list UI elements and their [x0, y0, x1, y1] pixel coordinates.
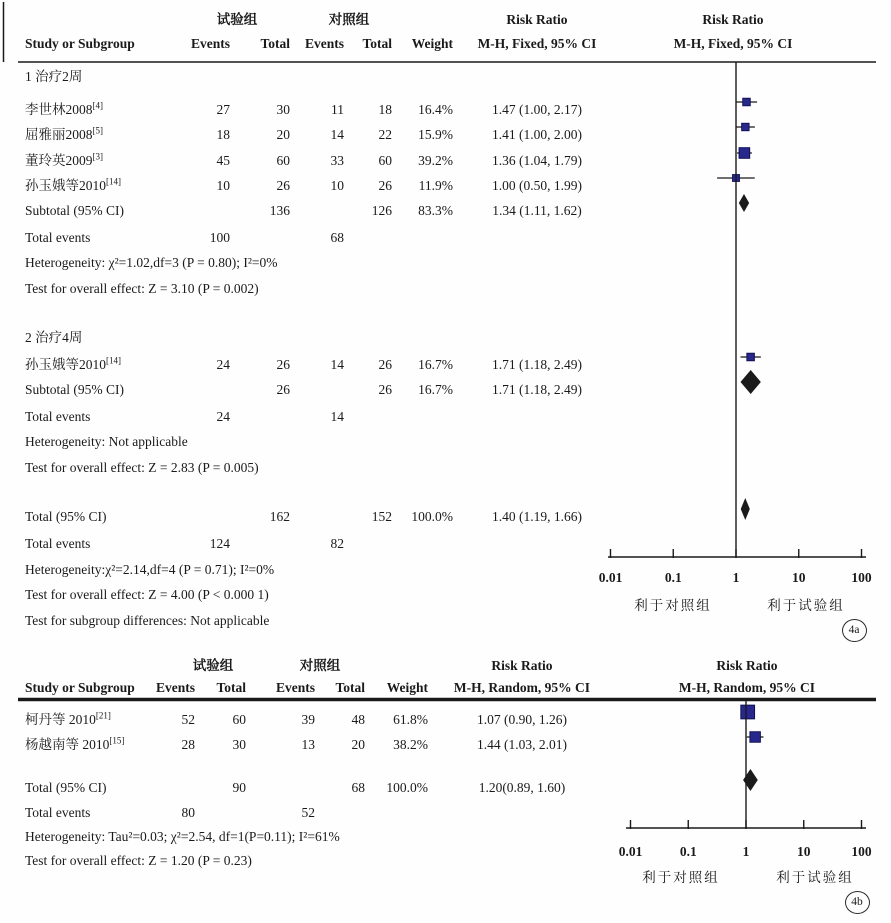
subtotal-label: Subtotal (95% CI) [25, 203, 124, 218]
total-ctl-cell: 22 [378, 127, 392, 142]
plot-effect-model-header: M-H, Fixed, 95% CI [673, 36, 793, 51]
axis-tick-label: 10 [792, 570, 806, 585]
total-events-label: Total events [25, 230, 91, 245]
weight-cell: 16.7% [418, 357, 453, 372]
total-events-exp-cell: 100 [209, 230, 230, 245]
total-events-label: Total events [25, 805, 91, 820]
events-exp-cell: 24 [216, 357, 230, 372]
pooled-effect-diamond [739, 194, 749, 212]
study-reference-superscript: [5] [92, 125, 103, 136]
events-exp-cell: 28 [181, 737, 195, 752]
total-events-exp-cell: 24 [216, 409, 230, 424]
events-ctl-cell: 33 [330, 153, 344, 168]
total-exp-cell: 136 [269, 203, 290, 218]
total-exp-cell: 90 [232, 780, 246, 795]
effect-title: Risk Ratio [491, 658, 553, 673]
statistics-text: Heterogeneity: χ²=1.02,df=3 (P = 0.80); I²=0% [25, 255, 278, 270]
pooled-effect-diamond [741, 370, 761, 394]
axis-tick-label: 0.1 [664, 570, 682, 585]
weight-cell: 16.7% [418, 382, 453, 397]
risk-ratio-ci-cell: 1.44 (1.03, 2.01) [477, 737, 567, 752]
weight-cell: 16.4% [418, 102, 453, 117]
control-group-header: 对照组 [299, 658, 341, 673]
risk-ratio-ci-cell: 1.71 (1.18, 2.49) [492, 382, 582, 397]
effect-point-square [743, 98, 750, 105]
effect-point-square [741, 705, 755, 719]
total-exp-cell: 30 [232, 737, 246, 752]
effect-model-header: M-H, Fixed, 95% CI [477, 36, 597, 51]
study-name-text: 屈雅丽2008 [25, 127, 93, 142]
total-ctl-cell: 126 [371, 203, 392, 218]
total-events-ctl-cell: 82 [330, 536, 344, 551]
total-ctl-cell: 60 [378, 153, 392, 168]
events-exp-column-header: Events [190, 36, 230, 51]
total-events-label: Total events [25, 409, 91, 424]
events-exp-cell: 10 [216, 178, 230, 193]
axis-tick-label: 0.01 [618, 844, 643, 859]
events-ctl-cell: 13 [301, 737, 315, 752]
events-ctl-cell: 14 [330, 357, 344, 372]
effect-title: Risk Ratio [506, 12, 568, 27]
axis-tick-label: 1 [742, 844, 750, 859]
subgroup-label: 2 治疗4周 [25, 330, 83, 345]
total-ctl-column-header: Total [362, 36, 392, 51]
study-column-header: Study or Subgroup [25, 36, 135, 51]
total-events-label: Total events [25, 536, 91, 551]
plot-effect-title: Risk Ratio [716, 658, 778, 673]
total-exp-cell: 26 [276, 357, 290, 372]
effect-point-square [742, 123, 749, 130]
risk-ratio-ci-cell: 1.20(0.89, 1.60) [478, 780, 566, 795]
weight-cell: 100.0% [411, 509, 453, 524]
statistics-text: Test for overall effect: Z = 1.20 (P = 0.23) [25, 853, 252, 868]
favors-experimental-label: 利于试验组 [776, 870, 854, 885]
axis-tick-label: 10 [797, 844, 811, 859]
study-reference-superscript: [21] [95, 710, 111, 721]
study-reference-superscript: [14] [106, 355, 121, 366]
total-exp-cell: 20 [276, 127, 290, 142]
panel-number-badge: 4b [845, 891, 870, 914]
study-name-text: 孙玉娥等2010 [25, 357, 106, 372]
statistics-text: Test for overall effect: Z = 4.00 (P < 0.000 1) [25, 587, 269, 602]
pooled-effect-diamond [741, 498, 750, 520]
favors-control-label: 利于对照组 [634, 598, 712, 613]
total-ctl-cell: 26 [378, 382, 392, 397]
plot-effect-model-header: M-H, Random, 95% CI [678, 680, 816, 695]
total-label: Total (95% CI) [25, 780, 107, 795]
total-events-exp-cell: 80 [181, 805, 195, 820]
total-ctl-cell: 152 [371, 509, 392, 524]
experimental-group-header: 试验组 [216, 12, 258, 27]
panel-number-badge: 4a [842, 619, 867, 642]
total-ctl-column-header: Total [335, 680, 365, 695]
events-exp-cell: 27 [216, 102, 230, 117]
total-ctl-cell: 48 [351, 712, 365, 727]
statistics-text: Heterogeneity: Tau²=0.03; χ²=2.54, df=1(P=0.11); I²=61% [25, 829, 340, 844]
weight-cell: 11.9% [418, 178, 453, 193]
study-reference-superscript: [14] [106, 176, 121, 187]
events-ctl-column-header: Events [304, 36, 344, 51]
axis-tick-label: 100 [851, 570, 872, 585]
axis-tick-label: 100 [851, 844, 872, 859]
events-ctl-cell: 11 [331, 102, 344, 117]
total-exp-column-header: Total [260, 36, 290, 51]
risk-ratio-ci-cell: 1.07 (0.90, 1.26) [477, 712, 567, 727]
total-events-ctl-cell: 14 [330, 409, 344, 424]
total-events-ctl-cell: 68 [330, 230, 344, 245]
total-events-exp-cell: 124 [209, 536, 230, 551]
axis-tick-label: 1 [732, 570, 740, 585]
risk-ratio-ci-cell: 1.40 (1.19, 1.66) [492, 509, 582, 524]
weight-cell: 38.2% [393, 737, 428, 752]
axis-tick-label: 0.01 [598, 570, 623, 585]
statistics-text: Test for overall effect: Z = 3.10 (P = 0.002) [25, 281, 259, 296]
favors-control-label: 利于对照组 [642, 870, 720, 885]
total-exp-cell: 26 [276, 178, 290, 193]
favors-experimental-label: 利于试验组 [767, 598, 845, 613]
total-ctl-cell: 26 [378, 357, 392, 372]
total-exp-cell: 162 [269, 509, 290, 524]
study-reference-superscript: [4] [92, 100, 103, 111]
total-exp-cell: 30 [276, 102, 290, 117]
events-ctl-column-header: Events [275, 680, 315, 695]
study-name-text: 杨越南等 2010 [25, 737, 110, 752]
study-name-text: 董玲英2009 [25, 153, 93, 168]
study-name-text: 柯丹等 2010 [25, 712, 96, 727]
events-exp-column-header: Events [155, 680, 195, 695]
study-name-text: 李世林2008 [25, 102, 93, 117]
plot-effect-title: Risk Ratio [702, 12, 764, 27]
pooled-effect-diamond [743, 769, 758, 791]
events-exp-cell: 45 [216, 153, 230, 168]
total-events-ctl-cell: 52 [301, 805, 315, 820]
total-exp-cell: 26 [276, 382, 290, 397]
total-ctl-cell: 26 [378, 178, 392, 193]
statistics-text: Test for subgroup differences: Not applicable [25, 613, 270, 628]
total-exp-column-header: Total [216, 680, 246, 695]
total-ctl-cell: 20 [351, 737, 365, 752]
weight-column-header: Weight [386, 680, 428, 695]
weight-cell: 83.3% [418, 203, 453, 218]
risk-ratio-ci-cell: 1.36 (1.04, 1.79) [492, 153, 582, 168]
weight-column-header: Weight [411, 36, 453, 51]
total-label: Total (95% CI) [25, 509, 107, 524]
subgroup-label: 1 治疗2周 [25, 69, 83, 84]
study-name-text: 孙玉娥等2010 [25, 178, 106, 193]
total-exp-cell: 60 [232, 712, 246, 727]
risk-ratio-ci-cell: 1.41 (1.00, 2.00) [492, 127, 582, 142]
risk-ratio-ci-cell: 1.71 (1.18, 2.49) [492, 357, 582, 372]
control-group-header: 对照组 [328, 12, 370, 27]
total-ctl-cell: 18 [378, 102, 392, 117]
statistics-text: Heterogeneity:χ²=2.14,df=4 (P = 0.71); I²=0% [25, 562, 275, 577]
events-exp-cell: 52 [181, 712, 195, 727]
subtotal-label: Subtotal (95% CI) [25, 382, 124, 397]
events-ctl-cell: 39 [301, 712, 315, 727]
experimental-group-header: 试验组 [192, 658, 234, 673]
study-reference-superscript: [3] [92, 151, 103, 162]
risk-ratio-ci-cell: 1.34 (1.11, 1.62) [492, 203, 582, 218]
study-column-header: Study or Subgroup [25, 680, 135, 695]
events-ctl-cell: 10 [330, 178, 344, 193]
weight-cell: 15.9% [418, 127, 453, 142]
axis-tick-label: 0.1 [679, 844, 697, 859]
total-ctl-cell: 68 [351, 780, 365, 795]
effect-point-square [750, 732, 760, 742]
effect-point-square [747, 353, 755, 361]
weight-cell: 39.2% [418, 153, 453, 168]
weight-cell: 100.0% [386, 780, 428, 795]
risk-ratio-ci-cell: 1.00 (0.50, 1.99) [492, 178, 582, 193]
weight-cell: 61.8% [393, 712, 428, 727]
total-exp-cell: 60 [276, 153, 290, 168]
statistics-text: Heterogeneity: Not applicable [25, 434, 188, 449]
effect-point-square [739, 148, 750, 159]
statistics-text: Test for overall effect: Z = 2.83 (P = 0.005) [25, 460, 259, 475]
risk-ratio-ci-cell: 1.47 (1.00, 2.17) [492, 102, 582, 117]
events-exp-cell: 18 [216, 127, 230, 142]
study-reference-superscript: [15] [109, 735, 125, 746]
events-ctl-cell: 14 [330, 127, 344, 142]
effect-model-header: M-H, Random, 95% CI [453, 680, 591, 695]
